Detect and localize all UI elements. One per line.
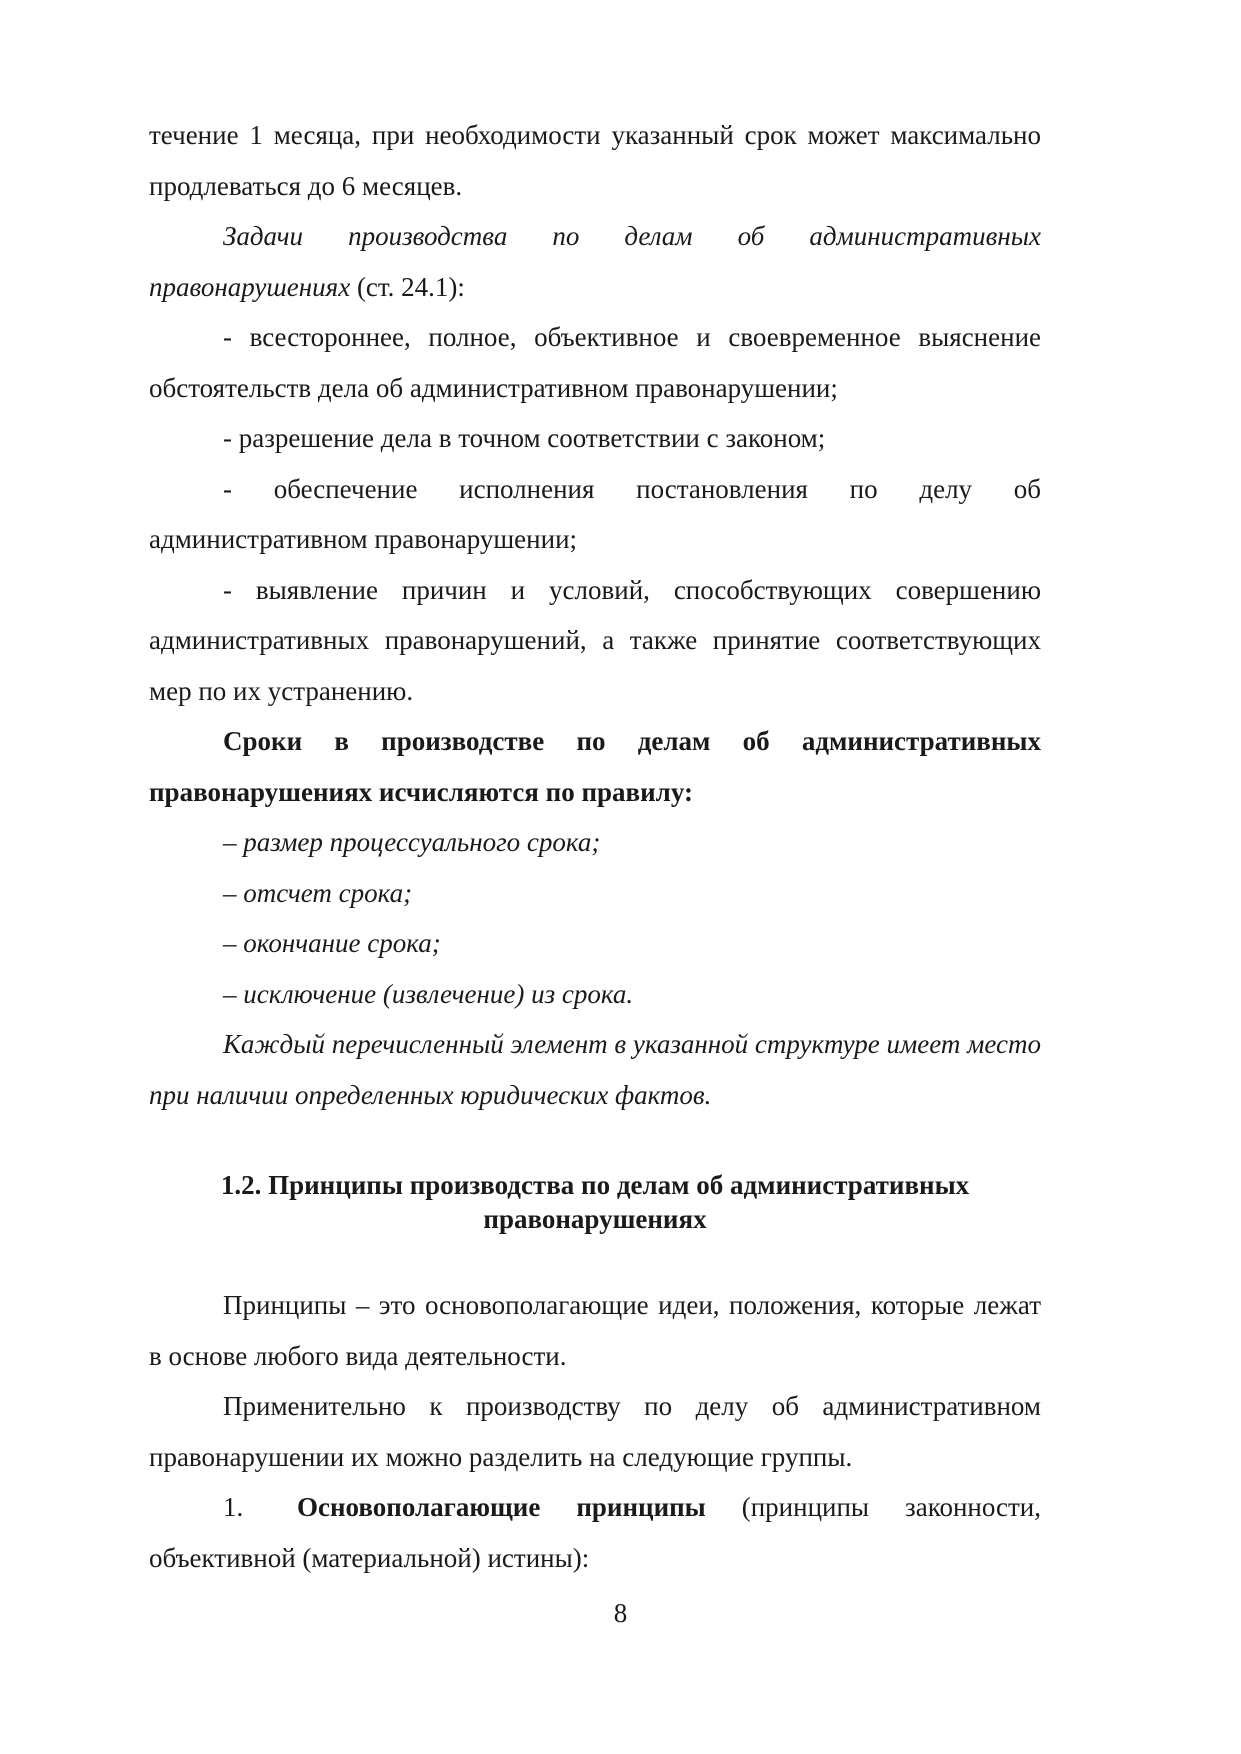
list-number: 1. (223, 1492, 244, 1522)
task-item-2: - разрешение дела в точном соответствии с законом; (223, 423, 826, 453)
task-item-3: - обеспечение исполнения постановления по делу об административном правонарушении; (149, 473, 1041, 554)
paragraph-principles-groups: Применительно к производству по делу об административном правонарушении их можно разделить на следующие группы. (149, 1391, 1041, 1472)
section-heading-line-2: правонарушениях (483, 1204, 707, 1234)
principle-group-details: (принципы законности, объективной (материальной) истины): (149, 1492, 1042, 1573)
tasks-intro-article: (ст. 24.1): (350, 271, 465, 302)
principle-group-title: Основополагающие принципы (297, 1492, 706, 1522)
paragraph-terms-rule: Сроки в производстве по делам об административных правонарушениях исчисляются по правилу: (149, 726, 1041, 807)
section-heading (149, 1168, 1041, 1236)
document-page (149, 110, 1041, 1583)
paragraph-principles-definition: Принципы – это основополагающие идеи, положения, которые лежат в основе любого вида деятельности. (149, 1290, 1041, 1371)
term-item-3: – окончание срока; (223, 928, 441, 958)
section-heading-line-1: 1.2. Принципы производства по делам об административных (220, 1170, 970, 1200)
tasks-intro-italic: Задачи производства по делам об административных правонарушениях (149, 221, 1041, 302)
term-item-1: – размер процессуального срока; (223, 827, 601, 857)
term-item-4: – исключение (извлечение) из срока. (223, 978, 634, 1009)
page-number: 8 (613, 1598, 628, 1628)
task-item-1: - всестороннее, полное, объективное и своевременное выяснение обстоятельств дела об административном правонарушении; (149, 322, 1041, 403)
paragraph-principle-group-1 (149, 1482, 1041, 1583)
paragraph-tasks-intro (149, 211, 1041, 312)
paragraph-term-extension: течение 1 месяца, при необходимости указанный срок может максимально продлеваться до 6 месяцев. (149, 120, 1041, 201)
paragraph-element-note: Каждый перечисленный элемент в указанной структуре имеет место при наличии определенных юридических фактов. (149, 1029, 1041, 1110)
term-item-2: – отсчет срока; (223, 877, 413, 908)
task-item-4: - выявление причин и условий, способствующих совершению административных правонарушений, а также принятие соответствующих мер по их устранению. (149, 574, 1041, 706)
